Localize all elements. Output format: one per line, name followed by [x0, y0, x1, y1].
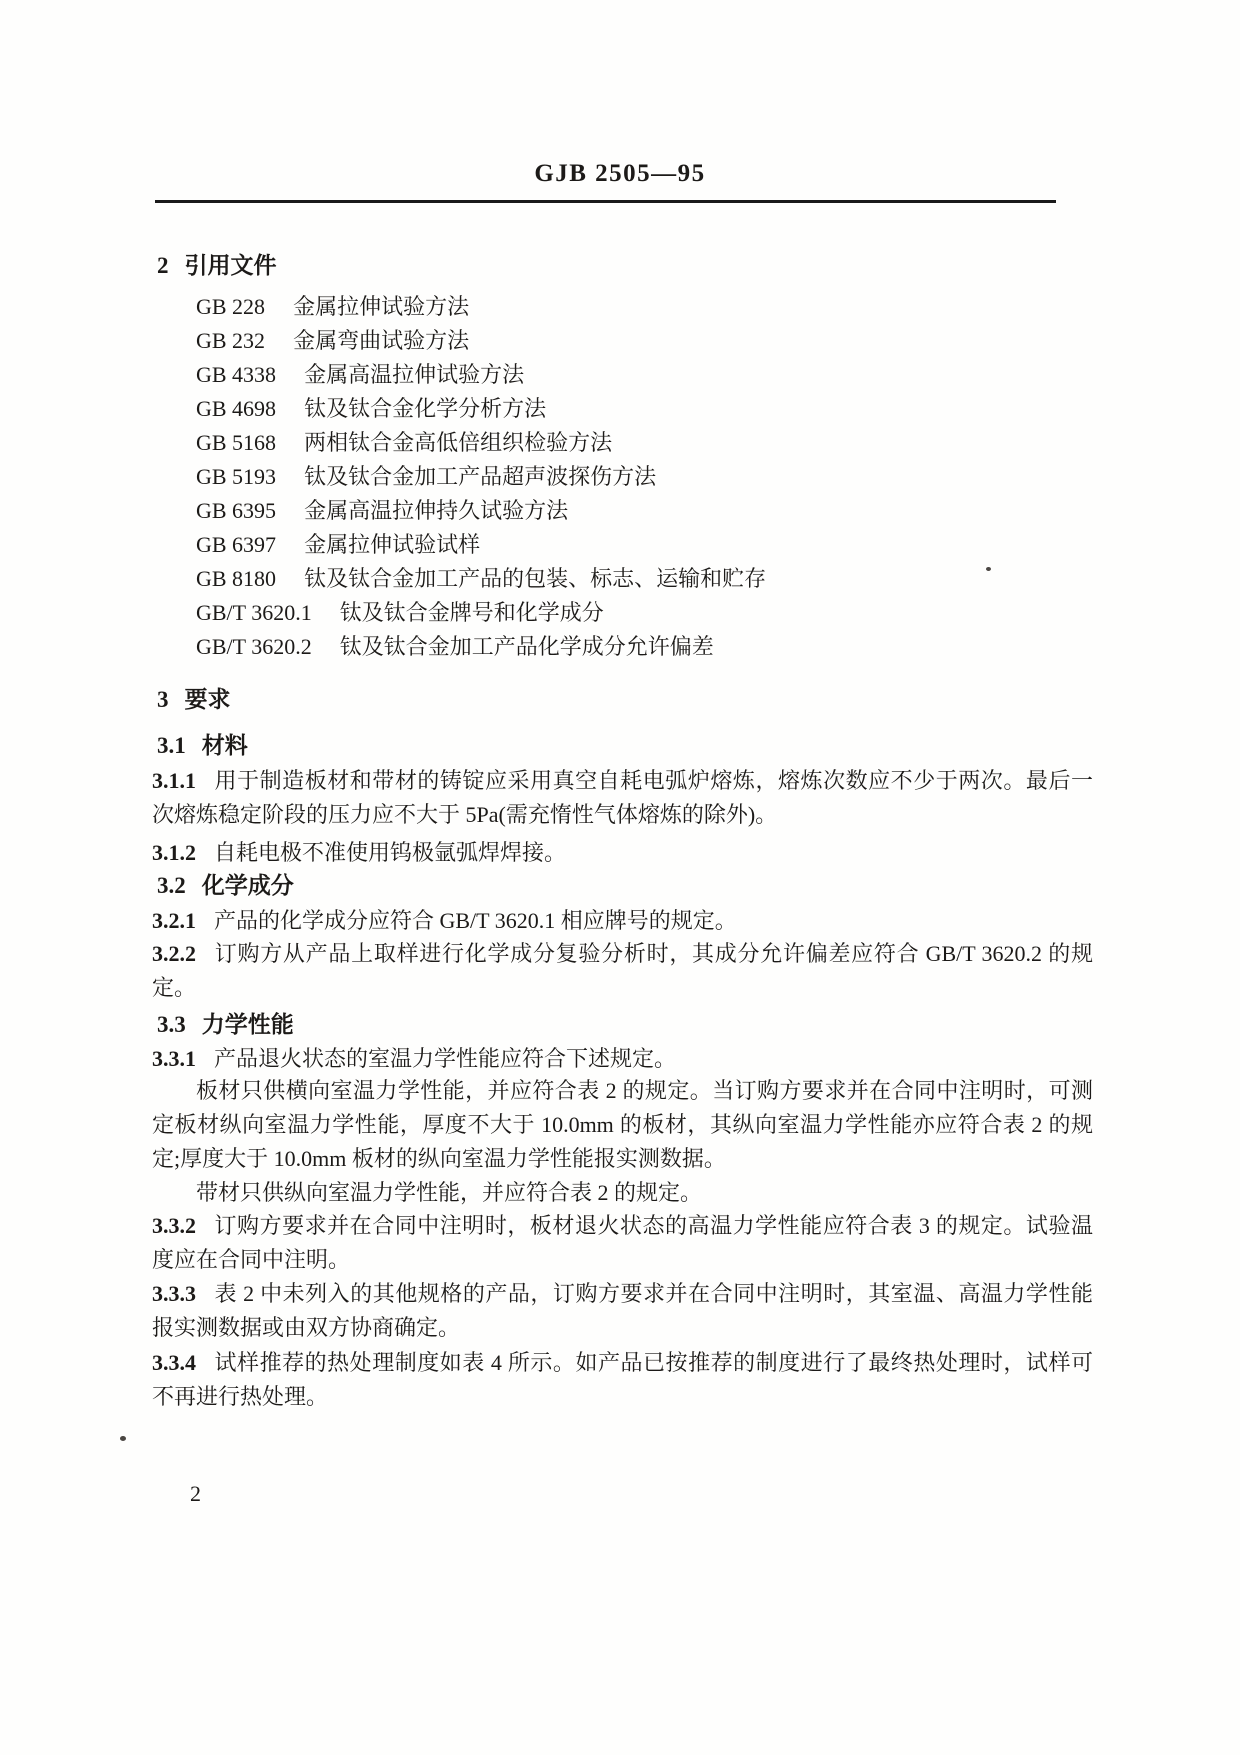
reference-title: 两相钛合金高低倍组织检验方法: [304, 430, 613, 455]
scan-speck: [986, 567, 991, 571]
reference-title: 金属高温拉伸持久试验方法: [304, 498, 569, 523]
reference-title: 金属弯曲试验方法: [293, 328, 470, 353]
reference-code: GB 8180: [196, 566, 277, 591]
section-3-2-number: 3.2: [157, 873, 186, 898]
reference-title: 金属拉伸试验方法: [293, 294, 470, 319]
section-2-heading: [157, 247, 277, 280]
clause-3-2-2-number: 3.2.2: [152, 941, 196, 966]
clause-3-3-3-number: 3.3.3: [152, 1281, 196, 1306]
clause-3-3-3-text: 表 2 中未列入的其他规格的产品，订购方要求并在合同中注明时，其室温、高温力学性能报实测数据或由双方协商确定。: [152, 1281, 1093, 1340]
clause-3-2-1-text: 产品的化学成分应符合 GB/T 3620.1 相应牌号的规定。: [214, 908, 737, 933]
section-3-title: 要求: [184, 687, 231, 712]
clause-3-1-2: [152, 836, 1093, 870]
reference-code: GB 228: [196, 294, 266, 319]
reference-code: GB/T 3620.1: [196, 600, 312, 625]
reference-code: GB 5193: [196, 464, 277, 489]
reference-item: [196, 324, 766, 358]
section-3-heading: [157, 681, 231, 714]
document-header-title: GJB 2505—95: [534, 160, 706, 187]
reference-title: 钛及钛合金化学分析方法: [304, 396, 547, 421]
section-2-number: 2: [157, 253, 169, 278]
reference-code: GB/T 3620.2: [196, 634, 312, 659]
clause-3-2-1: [152, 904, 1093, 938]
reference-title: 钛及钛合金加工产品化学成分允许偏差: [339, 634, 714, 659]
paragraph-strip-properties-text: 带材只供纵向室温力学性能，并应符合表 2 的规定。: [196, 1180, 703, 1205]
paragraph-plate-properties-text: 板材只供横向室温力学性能，并应符合表 2 的规定。当订购方要求并在合同中注明时，可测定板材纵向室温力学性能，厚度不大于 10.0mm 的板材，其纵向室温力学性能亦应符合表 2 的规定;厚度大于 10.0mm 板材的纵向室温力学性能报实测数据。: [152, 1078, 1093, 1171]
section-3-3-heading: [157, 1006, 294, 1039]
reference-item: [196, 358, 766, 392]
reference-code: GB 5168: [196, 430, 277, 455]
reference-list: [196, 290, 766, 664]
paragraph-plate-properties: [152, 1074, 1093, 1176]
clause-3-1-2-number: 3.1.2: [152, 840, 196, 865]
section-3-2-title: 化学成分: [201, 873, 294, 898]
clause-3-3-1-number: 3.3.1: [152, 1046, 196, 1071]
reference-item: [196, 494, 766, 528]
page-number: 2: [190, 1481, 201, 1506]
reference-item: [196, 596, 766, 630]
clause-3-1-1-text: 用于制造板材和带材的铸锭应采用真空自耗电弧炉熔炼，熔炼次数应不少于两次。最后一次熔炼稳定阶段的压力应不大于 5Pa(需充惰性气体熔炼的除外)。: [152, 768, 1093, 827]
clause-3-2-2-text: 订购方从产品上取样进行化学成分复验分析时，其成分允许偏差应符合 GB/T 3620.2 的规定。: [152, 941, 1093, 1000]
reference-item: [196, 392, 766, 426]
header-rule: [155, 200, 1056, 203]
clause-3-3-4-text: 试样推荐的热处理制度如表 4 所示。如产品已按推荐的制度进行了最终热处理时，试样可不再进行热处理。: [152, 1350, 1093, 1409]
reference-code: GB 6395: [196, 498, 277, 523]
section-3-2-heading: [157, 867, 294, 900]
clause-3-3-2-text: 订购方要求并在合同中注明时，板材退火状态的高温力学性能应符合表 3 的规定。试验温度应在合同中注明。: [152, 1213, 1093, 1272]
clause-3-1-2-text: 自耗电极不准使用钨极氩弧焊焊接。: [214, 840, 567, 865]
clause-3-3-4: [152, 1346, 1093, 1414]
reference-title: 金属拉伸试验试样: [304, 532, 481, 557]
reference-code: GB 4698: [196, 396, 277, 421]
section-3-number: 3: [157, 687, 169, 712]
clause-3-3-2-number: 3.3.2: [152, 1213, 196, 1238]
reference-title: 钛及钛合金加工产品超声波探伤方法: [304, 464, 657, 489]
clause-3-2-1-number: 3.2.1: [152, 908, 196, 933]
clause-3-3-3: [152, 1277, 1093, 1345]
reference-item: [196, 290, 766, 324]
paragraph-strip-properties: [152, 1176, 1093, 1210]
reference-title: 金属高温拉伸试验方法: [304, 362, 525, 387]
reference-item: [196, 460, 766, 494]
clause-3-2-2: [152, 937, 1093, 1005]
section-3-1-title: 材料: [201, 733, 248, 758]
clause-3-3-2: [152, 1209, 1093, 1277]
scan-speck: [120, 1436, 126, 1441]
section-3-1-heading: [157, 727, 248, 760]
reference-title: 钛及钛合金牌号和化学成分: [339, 600, 604, 625]
reference-code: GB 4338: [196, 362, 277, 387]
clause-3-3-1-text: 产品退火状态的室温力学性能应符合下述规定。: [214, 1046, 677, 1071]
clause-3-3-1: [152, 1042, 1093, 1076]
reference-item: [196, 528, 766, 562]
reference-item: [196, 630, 766, 664]
reference-code: GB 6397: [196, 532, 277, 557]
reference-title: 钛及钛合金加工产品的包装、标志、运输和贮存: [304, 566, 767, 591]
section-3-3-title: 力学性能: [201, 1012, 294, 1037]
reference-item: [196, 562, 766, 596]
clause-3-3-4-number: 3.3.4: [152, 1350, 196, 1375]
section-3-1-number: 3.1: [157, 733, 186, 758]
reference-item: [196, 426, 766, 460]
section-2-title: 引用文件: [184, 253, 277, 278]
clause-3-1-1-number: 3.1.1: [152, 768, 196, 793]
clause-3-1-1: [152, 764, 1093, 832]
reference-code: GB 232: [196, 328, 266, 353]
section-3-3-number: 3.3: [157, 1012, 186, 1037]
